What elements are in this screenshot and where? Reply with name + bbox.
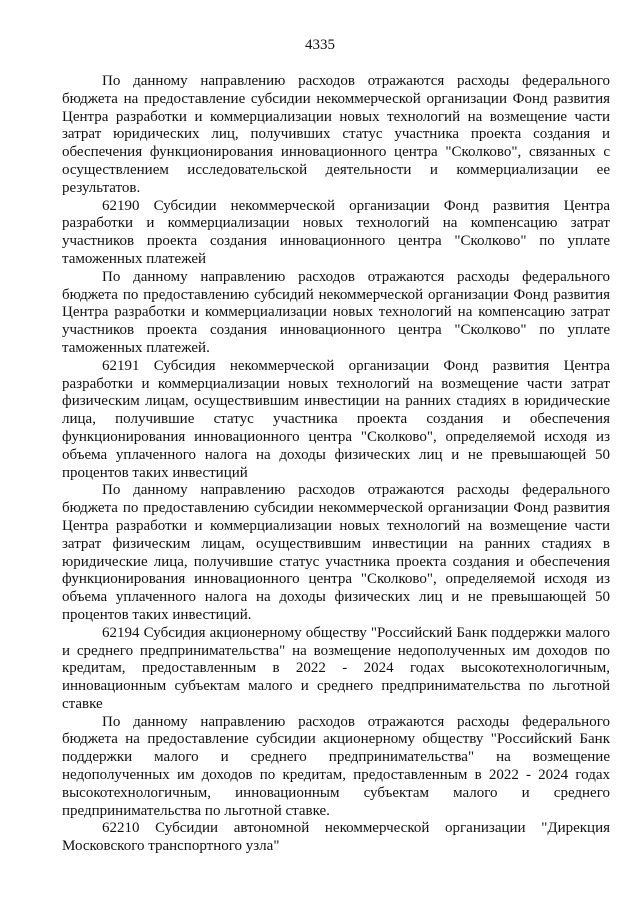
paragraph-62194-heading: 62194 Субсидия акционерному обществу "Российский Банк поддержки малого и среднего предпринимательства" на возмещение недополученных им доходов по кредитам, предоставленным в 2022 - 2024 годах высокотехнологичным, инновационным субъектам малого и среднего предпринимательства по льготной ставке bbox=[62, 624, 610, 712]
paragraph-skolkovo-research-expenses: По данному направлению расходов отражаются расходы федерального бюджета на предоставление субсидии некоммерческой организации Фонд развития Центра разработки и коммерциализации новых технологий на возмещение части затрат юридических лиц, получивших статус участника проекта создания и обеспечения функционирования инновационного центра "Сколково", связанных с осуществлением исследовательской деятельности и коммерциализации ее результатов. bbox=[62, 73, 610, 196]
document-body bbox=[62, 73, 610, 856]
paragraph-62191-heading: 62191 Субсидия некоммерческой организации Фонд развития Центра разработки и коммерциализации новых технологий на возмещение части затрат физическим лицам, осуществившим инвестиции на ранних стадиях в юридические лица, получившие статус участника проекта создания и обеспечения функционирования инновационного центра "Сколково", определяемой исходя из объема уплаченного налога на доходы физических лиц и не превышающей 50 процентов таких инвестиций bbox=[62, 357, 610, 481]
paragraph-62190-heading: 62190 Субсидии некоммерческой организации Фонд развития Центра разработки и коммерциализации новых технологий на компенсацию затрат участников проекта создания инновационного центра "Сколково" по уплате таможенных платежей bbox=[62, 197, 610, 267]
page-number: 4335 bbox=[305, 37, 335, 53]
paragraph-62190-description: По данному направлению расходов отражаются расходы федерального бюджета по предоставлению субсидий некоммерческой организации Фонд развития Центра разработки и коммерциализации новых технологий на компенсацию затрат участников проекта создания инновационного центра "Сколково" по уплате таможенных платежей. bbox=[62, 268, 610, 356]
paragraph-62191-description: По данному направлению расходов отражаются расходы федерального бюджета по предоставлению субсидии некоммерческой организации Фонд развития Центра разработки и коммерциализации новых технологий на возмещение части затрат физическим лицам, осуществившим инвестиции на ранних стадиях в юридические лица, получившие статус участника проекта создания и обеспечения функционирования инновационного центра "Сколково", определяемой исходя из объема уплаченного налога на доходы физических лиц и не превышающей 50 процентов таких инвестиций. bbox=[62, 482, 610, 623]
paragraph-62210-heading: 62210 Субсидии автономной некоммерческой организации "Дирекция Московского транспортного узла" bbox=[62, 820, 610, 855]
paragraph-62194-description: По данному направлению расходов отражаются расходы федерального бюджета на предоставление субсидии акционерному обществу "Российский Банк поддержки малого и среднего предпринимательства" на возмещение недополученных им доходов по кредитам, предоставленным в 2022 - 2024 годах высокотехнологичным, инновационным субъектам малого и среднего предпринимательства по льготной ставке. bbox=[62, 713, 610, 819]
